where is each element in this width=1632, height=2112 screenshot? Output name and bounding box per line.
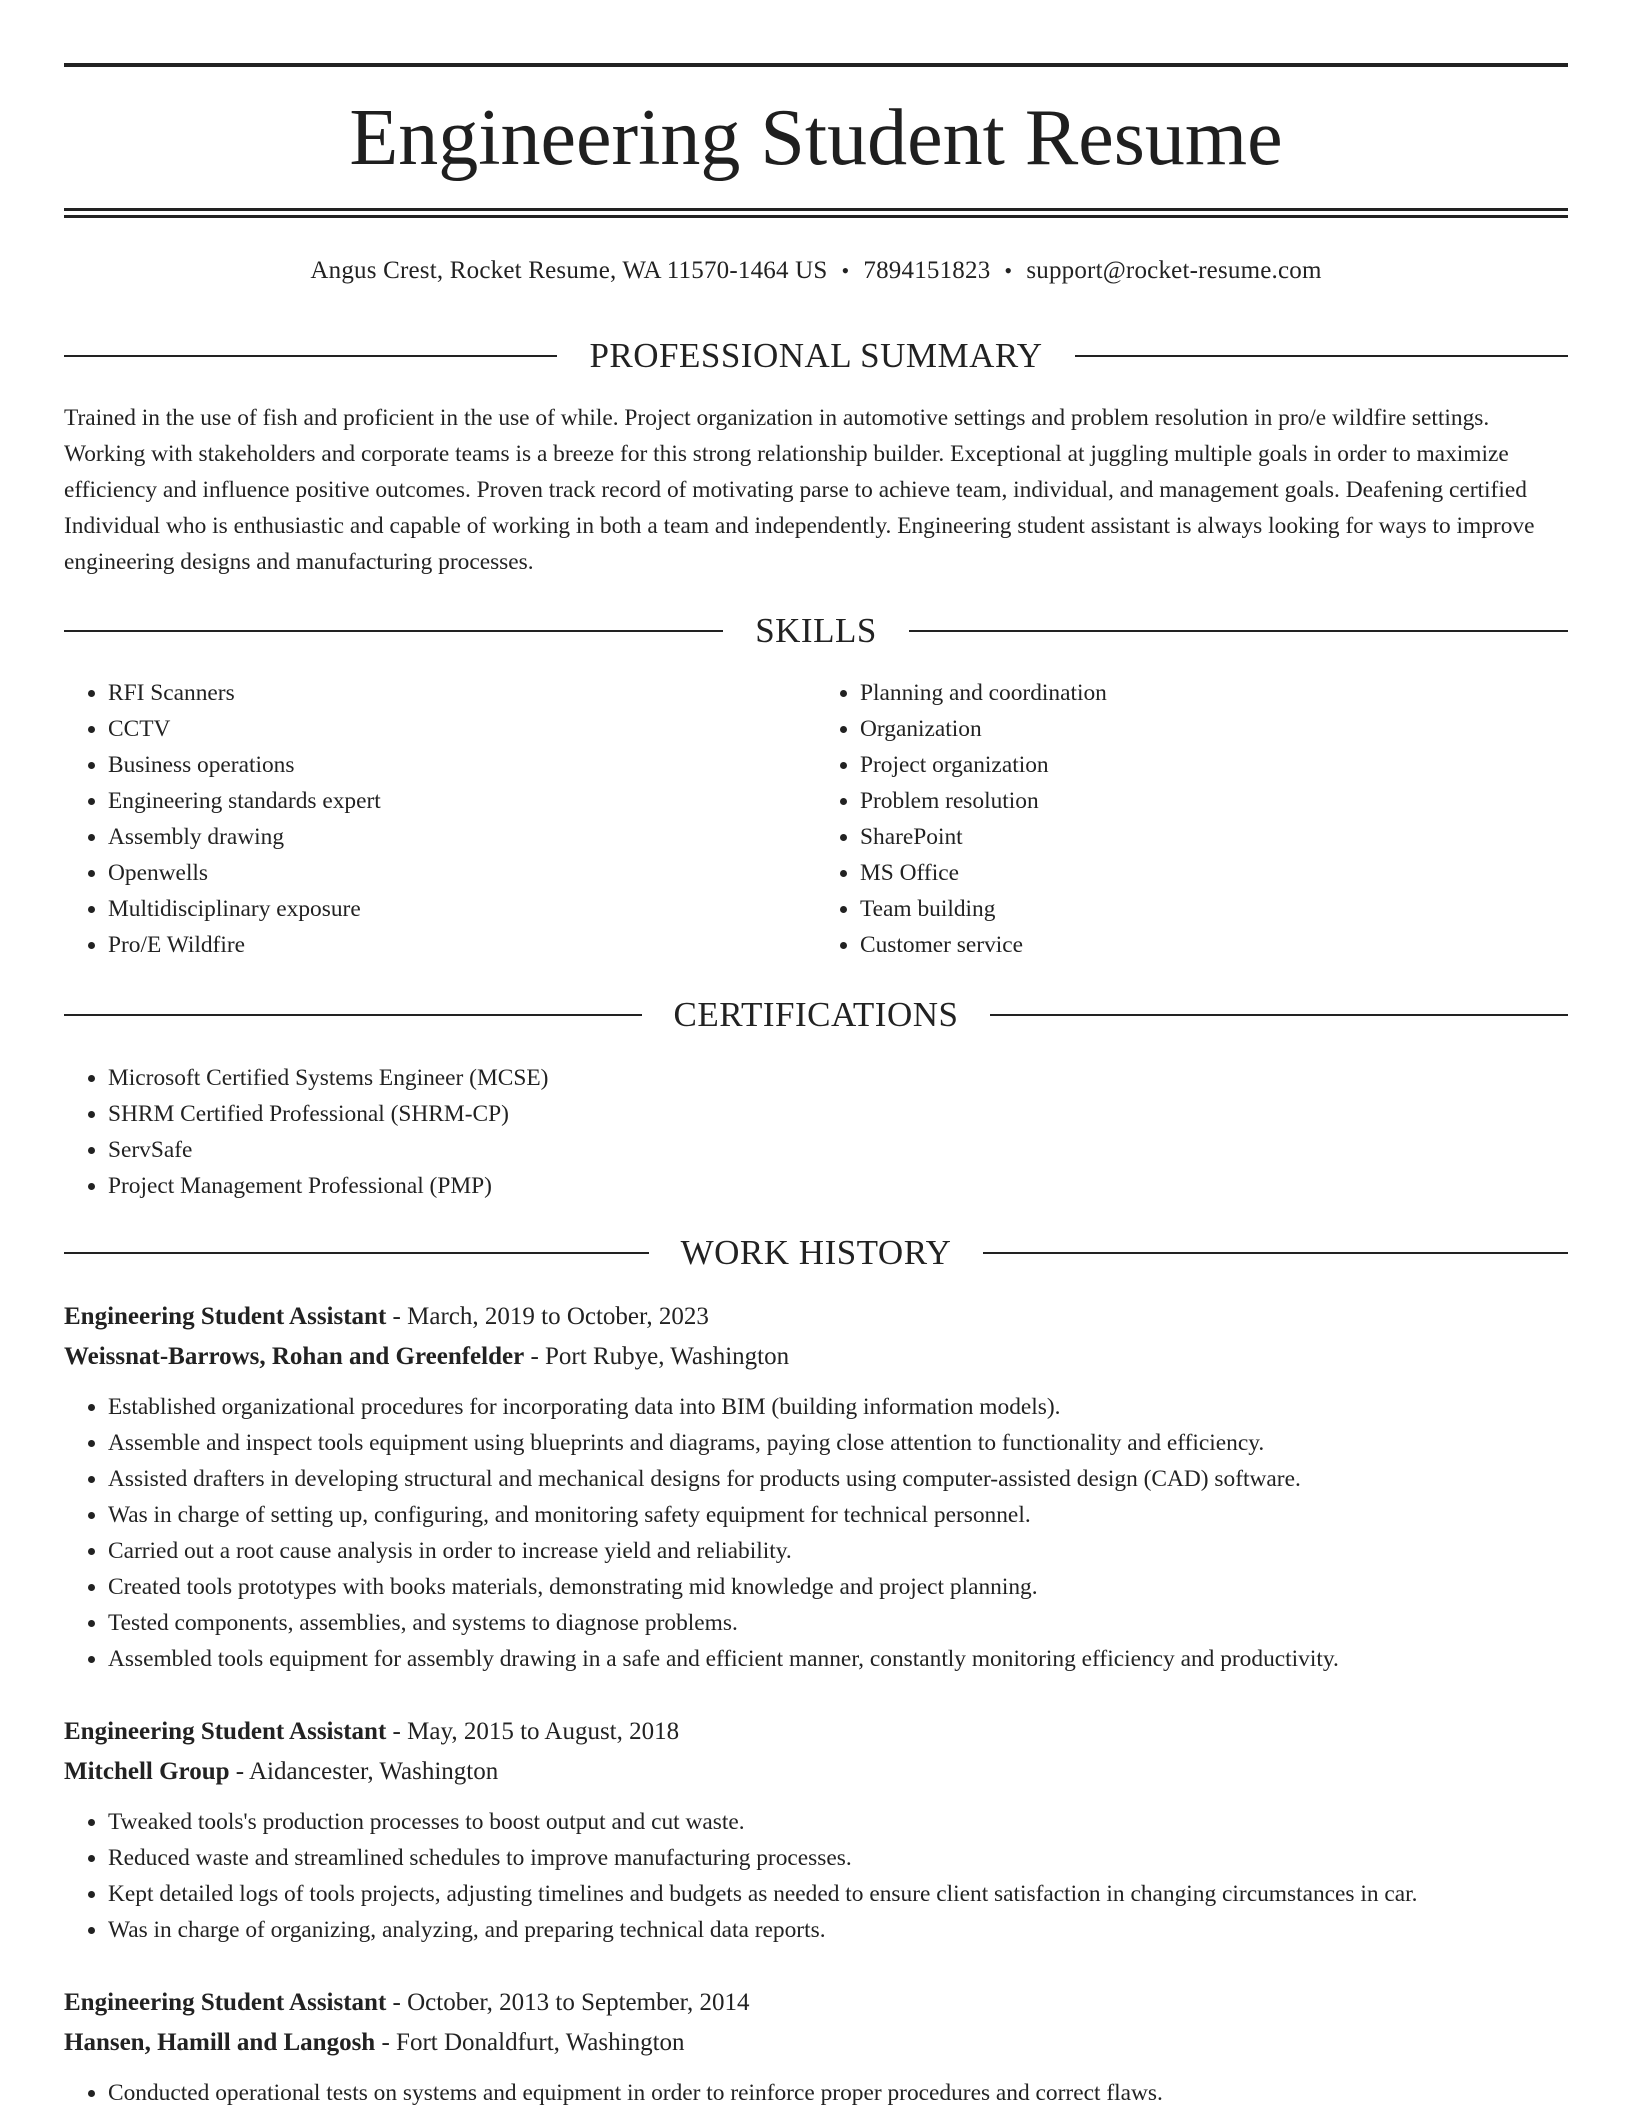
job-location: - Aidancester, Washington bbox=[229, 1758, 499, 1785]
job-dates: - May, 2015 to August, 2018 bbox=[386, 1718, 680, 1745]
job-bullet: • Established organizational procedures for incorporating data into BIM (building information models). bbox=[108, 1389, 1568, 1425]
contact-line bbox=[64, 255, 1568, 287]
job-title-line bbox=[64, 1712, 1568, 1752]
skill-item: • Project organization bbox=[860, 747, 1568, 783]
job-company-line bbox=[64, 2023, 1568, 2063]
certification-item: • ServSafe bbox=[108, 1132, 1568, 1168]
job-entry bbox=[64, 1712, 1568, 1948]
contact-email: support@rocket-resume.com bbox=[1026, 257, 1322, 284]
certification-item: • Project Management Professional (PMP) bbox=[108, 1168, 1568, 1204]
skill-item: • CCTV bbox=[108, 711, 816, 747]
heading-rule bbox=[64, 630, 723, 632]
resume-title: Engineering Student Resume bbox=[349, 94, 1283, 182]
job-bullet: • Assemble and inspect tools equipment using blueprints and diagrams, paying close attention to functionality and efficiency. bbox=[108, 1425, 1568, 1461]
skill-item: • Planning and coordination bbox=[860, 675, 1568, 711]
skill-item: • Team building bbox=[860, 891, 1568, 927]
heading-rule bbox=[990, 1014, 1568, 1016]
certifications-block bbox=[64, 1060, 1568, 1204]
job-bullet-list bbox=[64, 1389, 1568, 1677]
job-bullet: • Created tools prototypes with books materials, demonstrating mid knowledge and project planning. bbox=[108, 1569, 1568, 1605]
skill-item: • Business operations bbox=[108, 747, 816, 783]
skill-item: • Customer service bbox=[860, 927, 1568, 963]
job-bullet: • Tweaked tools's production processes to boost output and cut waste. bbox=[108, 1804, 1568, 1840]
skills-list-right bbox=[816, 675, 1568, 963]
job-bullet: • Carried out a root cause analysis in order to increase yield and reliability. bbox=[108, 1533, 1568, 1569]
heading-rule bbox=[1075, 355, 1568, 357]
job-bullet-list bbox=[64, 1804, 1568, 1948]
job-title-line bbox=[64, 1983, 1568, 2023]
job-bullet: • Was in charge of setting up, configuring, and monitoring safety equipment for technical personnel. bbox=[108, 1497, 1568, 1533]
contact-phone: 7894151823 bbox=[863, 257, 991, 284]
job-bullet: • Assisted drafters in developing structural and mechanical designs for products using computer-assisted design (CAD) software. bbox=[108, 1461, 1568, 1497]
job-company-line bbox=[64, 1337, 1568, 1377]
heading-rule bbox=[64, 355, 557, 357]
heading-rule bbox=[64, 1014, 642, 1016]
skill-item: • Assembly drawing bbox=[108, 819, 816, 855]
section-heading-summary bbox=[64, 336, 1568, 376]
job-entry bbox=[64, 1983, 1568, 2111]
job-title-line bbox=[64, 1297, 1568, 1337]
section-heading-skills bbox=[64, 611, 1568, 651]
job-bullet: • Kept detailed logs of tools projects, adjusting timelines and budgets as needed to ensure client satisfaction in changing circumstances in car. bbox=[108, 1876, 1568, 1912]
job-dates: - October, 2013 to September, 2014 bbox=[386, 1989, 750, 2016]
certifications-heading: CERTIFICATIONS bbox=[673, 995, 959, 1034]
certification-item: • SHRM Certified Professional (SHRM-CP) bbox=[108, 1096, 1568, 1132]
summary-heading: PROFESSIONAL SUMMARY bbox=[589, 336, 1043, 375]
job-dates: - March, 2019 to October, 2023 bbox=[386, 1303, 709, 1330]
skill-item: • SharePoint bbox=[860, 819, 1568, 855]
job-company: Mitchell Group bbox=[64, 1758, 230, 1785]
skill-item: • Problem resolution bbox=[860, 783, 1568, 819]
skill-item: • Organization bbox=[860, 711, 1568, 747]
job-bullet: • Assembled tools equipment for assembly drawing in a safe and efficient manner, constantly monitoring efficiency and productivity. bbox=[108, 1641, 1568, 1677]
job-title: Engineering Student Assistant bbox=[64, 1989, 387, 2016]
job-location: - Fort Donaldfurt, Washington bbox=[375, 2029, 685, 2056]
top-rule bbox=[64, 63, 1568, 67]
contact-separator: • bbox=[841, 258, 850, 283]
skill-item: • Openwells bbox=[108, 855, 816, 891]
job-bullet: • Reduced waste and streamlined schedules to improve manufacturing processes. bbox=[108, 1840, 1568, 1876]
work-history-heading: WORK HISTORY bbox=[680, 1233, 952, 1272]
job-company-line bbox=[64, 1752, 1568, 1792]
job-location: - Port Rubye, Washington bbox=[524, 1343, 790, 1370]
skill-item: • Pro/E Wildfire bbox=[108, 927, 816, 963]
job-entry bbox=[64, 1297, 1568, 1677]
title-double-rule bbox=[64, 208, 1568, 218]
certifications-list bbox=[64, 1060, 1568, 1204]
summary-text: Trained in the use of fish and proficient in the use of while. Project organization in automotive settings and problem resolution in pro/e wildfire settings. Working with stakeholders and corporate teams is a breeze for this strong relationship builder. Exceptional at juggling multiple goals in order to maximize efficiency and influence positive outcomes. Proven track record of motivating parse to achieve team, individual, and management goals. Deafening certified Individual who is enthusiastic and capable of working in both a team and independently. Engineering student assistant is always looking for ways to improve engineering designs and manufacturing processes. bbox=[64, 405, 1535, 575]
contact-address: Angus Crest, Rocket Resume, WA 11570-1464 US bbox=[310, 257, 828, 284]
skill-item: • Multidisciplinary exposure bbox=[108, 891, 816, 927]
skills-heading: SKILLS bbox=[755, 611, 877, 650]
skill-item: • Engineering standards expert bbox=[108, 783, 816, 819]
contact-separator: • bbox=[1004, 258, 1013, 283]
certification-item: • Microsoft Certified Systems Engineer (MCSE) bbox=[108, 1060, 1568, 1096]
section-heading-work-history bbox=[64, 1233, 1568, 1273]
job-company: Hansen, Hamill and Langosh bbox=[64, 2029, 376, 2056]
skill-item: • MS Office bbox=[860, 855, 1568, 891]
job-bullet: • Conducted operational tests on systems and equipment in order to reinforce proper procedures and correct flaws. bbox=[108, 2075, 1568, 2111]
skills-list-left bbox=[64, 675, 816, 963]
skills-columns bbox=[64, 675, 1568, 963]
job-title: Engineering Student Assistant bbox=[64, 1303, 387, 1330]
job-company: Weissnat-Barrows, Rohan and Greenfelder bbox=[64, 1343, 525, 1370]
job-bullet-list bbox=[64, 2075, 1568, 2111]
heading-rule bbox=[909, 630, 1568, 632]
job-bullet: • Tested components, assemblies, and systems to diagnose problems. bbox=[108, 1605, 1568, 1641]
job-bullet: • Was in charge of organizing, analyzing, and preparing technical data reports. bbox=[108, 1912, 1568, 1948]
job-title: Engineering Student Assistant bbox=[64, 1718, 387, 1745]
section-heading-certifications bbox=[64, 995, 1568, 1035]
heading-rule bbox=[983, 1252, 1568, 1254]
skill-item: • RFI Scanners bbox=[108, 675, 816, 711]
heading-rule bbox=[64, 1252, 649, 1254]
